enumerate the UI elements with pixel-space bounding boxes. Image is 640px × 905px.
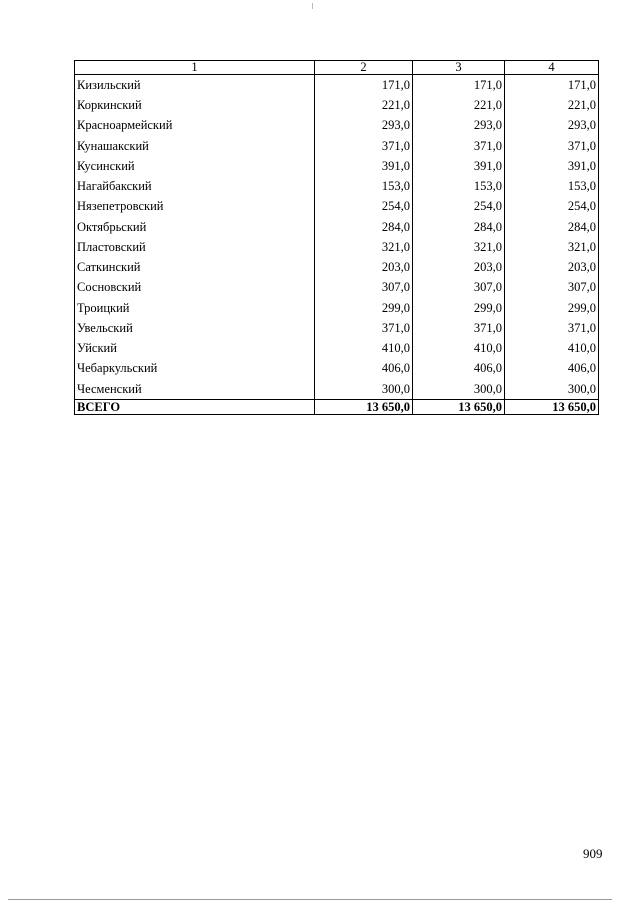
total-label: ВСЕГО	[75, 400, 315, 415]
value-col-2: 153,0	[315, 176, 413, 196]
value-col-3: 221,0	[413, 95, 505, 115]
table-row	[75, 176, 599, 196]
district-name: Чебаркульский	[75, 359, 315, 379]
value-col-4: 300,0	[505, 379, 599, 400]
value-col-3: 171,0	[413, 75, 505, 96]
district-name: Увельский	[75, 318, 315, 338]
table-row	[75, 257, 599, 277]
table-row	[75, 136, 599, 156]
value-col-2: 410,0	[315, 338, 413, 358]
district-name: Кусинский	[75, 156, 315, 176]
value-col-2: 300,0	[315, 379, 413, 400]
district-name: Нязепетровский	[75, 197, 315, 217]
bottom-rule	[8, 899, 612, 900]
value-col-2: 371,0	[315, 136, 413, 156]
table-row	[75, 298, 599, 318]
value-col-3: 406,0	[413, 359, 505, 379]
value-col-3: 293,0	[413, 116, 505, 136]
value-col-4: 406,0	[505, 359, 599, 379]
table-row	[75, 156, 599, 176]
value-col-2: 321,0	[315, 237, 413, 257]
value-col-2: 254,0	[315, 197, 413, 217]
column-header-4: 4	[505, 61, 599, 75]
value-col-3: 371,0	[413, 318, 505, 338]
table-row	[75, 116, 599, 136]
value-col-4: 221,0	[505, 95, 599, 115]
value-col-4: 307,0	[505, 278, 599, 298]
table-row	[75, 359, 599, 379]
value-col-4: 293,0	[505, 116, 599, 136]
value-col-4: 203,0	[505, 257, 599, 277]
value-col-4: 321,0	[505, 237, 599, 257]
value-col-4: 371,0	[505, 318, 599, 338]
page-number: 909	[583, 846, 603, 861]
total-col-3: 13 650,0	[413, 400, 505, 415]
column-header-2: 2	[315, 61, 413, 75]
value-col-4: 391,0	[505, 156, 599, 176]
scan-mark	[312, 3, 313, 9]
value-col-3: 203,0	[413, 257, 505, 277]
value-col-4: 284,0	[505, 217, 599, 237]
district-name: Уйский	[75, 338, 315, 358]
value-col-3: 300,0	[413, 379, 505, 400]
value-col-3: 391,0	[413, 156, 505, 176]
district-name: Красноармейский	[75, 116, 315, 136]
table-row	[75, 278, 599, 298]
column-header-1: 1	[75, 61, 315, 75]
district-name: Кизильский	[75, 75, 315, 96]
value-col-3: 321,0	[413, 237, 505, 257]
value-col-2: 371,0	[315, 318, 413, 338]
value-col-4: 153,0	[505, 176, 599, 196]
district-name: Коркинский	[75, 95, 315, 115]
district-name: Саткинский	[75, 257, 315, 277]
value-col-3: 254,0	[413, 197, 505, 217]
value-col-2: 299,0	[315, 298, 413, 318]
total-row	[75, 400, 599, 415]
district-name: Сосновский	[75, 278, 315, 298]
district-name: Кунашакский	[75, 136, 315, 156]
value-col-3: 153,0	[413, 176, 505, 196]
value-col-4: 371,0	[505, 136, 599, 156]
value-col-4: 254,0	[505, 197, 599, 217]
value-col-2: 284,0	[315, 217, 413, 237]
table-row	[75, 75, 599, 96]
table-row	[75, 318, 599, 338]
value-col-3: 307,0	[413, 278, 505, 298]
value-col-3: 299,0	[413, 298, 505, 318]
value-col-2: 171,0	[315, 75, 413, 96]
value-col-3: 284,0	[413, 217, 505, 237]
table-row	[75, 197, 599, 217]
district-name: Пластовский	[75, 237, 315, 257]
district-name: Октябрьский	[75, 217, 315, 237]
value-col-2: 391,0	[315, 156, 413, 176]
total-col-2: 13 650,0	[315, 400, 413, 415]
table-row	[75, 217, 599, 237]
table-row	[75, 95, 599, 115]
table-header-row	[75, 61, 599, 75]
value-col-2: 221,0	[315, 95, 413, 115]
table-row	[75, 338, 599, 358]
table-body	[75, 75, 599, 415]
table-row	[75, 379, 599, 400]
table-row	[75, 237, 599, 257]
value-col-4: 299,0	[505, 298, 599, 318]
value-col-3: 371,0	[413, 136, 505, 156]
column-header-3: 3	[413, 61, 505, 75]
value-col-2: 307,0	[315, 278, 413, 298]
value-col-2: 406,0	[315, 359, 413, 379]
district-name: Троицкий	[75, 298, 315, 318]
total-col-4: 13 650,0	[505, 400, 599, 415]
allocation-table	[74, 60, 599, 415]
district-name: Чесменский	[75, 379, 315, 400]
value-col-2: 203,0	[315, 257, 413, 277]
district-name: Нагайбакский	[75, 176, 315, 196]
value-col-3: 410,0	[413, 338, 505, 358]
value-col-4: 171,0	[505, 75, 599, 96]
value-col-4: 410,0	[505, 338, 599, 358]
value-col-2: 293,0	[315, 116, 413, 136]
